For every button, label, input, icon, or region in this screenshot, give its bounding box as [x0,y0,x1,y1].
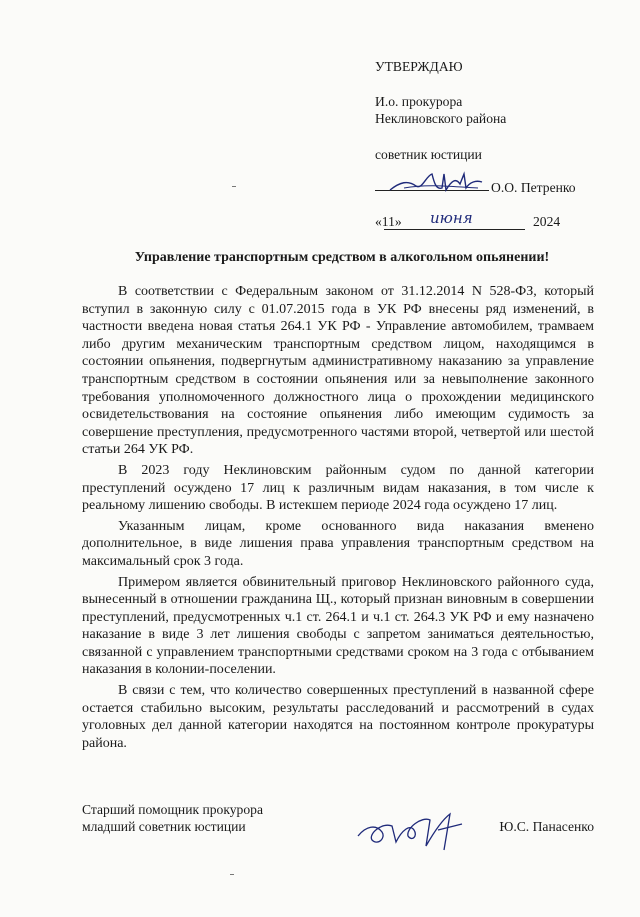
paragraph: В связи с тем, что количество совершенных преступлений в названной сфере остается стабильно высоким, результаты расследований и рассмотрений в судах уголовных дел данной категории находятся на постоянном контроле прокуратуры района. [82,683,594,751]
paragraph: Примером является обвинительный приговор Неклиновского районного суда, вынесенный в отношении гражданина Щ., который признан виновным в совершении преступлений, предусмотренных ч.1 ст. 264.1 и ч.1 ст. 264.3 УК РФ и ему назначено наказание в виде 3 лет лишения свободы с запретом заниматься деятельностью, связанной с управлением транспортными средствами сроком на 3 года с отбыванием наказания в колонии-поселении. [82,574,594,678]
approver-signature [386,168,486,198]
date-day: «11» [375,214,402,229]
document-body [82,283,594,755]
approval-signer-name: О.О. Петренко [491,180,576,195]
document-title: Управление транспортным средством в алкогольном опьянении! [134,250,550,265]
footer-position-line1: Старший помощник прокурора [82,802,263,817]
footer-signer-name: Ю.С. Панасенко [499,819,594,834]
date-year: 2024 [533,214,561,229]
footer-position-line2: младший советник юстиции [82,819,246,835]
footer-signature [352,806,472,856]
approval-date [375,214,402,230]
paragraph: Указанным лицам, кроме основанного вида наказания вменено дополнительное, в виде лишения права управления транспортным средством на максимальный срок 3 года. [82,518,594,569]
date-line [384,229,525,230]
approval-rank: советник юстиции [375,147,482,162]
date-month-handwritten: июня [430,209,473,227]
approval-position-line1: И.о. прокурора [375,94,463,109]
paragraph: В соответствии с Федеральным законом от 31.12.2014 N 528-ФЗ, который вступил в законную силу с 01.07.2015 года в УК РФ внесены ряд изменений, в частности введена новая статья 264.1 УК РФ - Управление автомобилем, трамваем либо другим механическим транспортным средством лицом, находящимся в состоянии опьянения, подвергнутым административному наказанию за управление транспортным средством в состоянии опьянения или за невыполнение законного требования уполномоченного должностного лица о прохождении медицинского освидетельствования на состояние опьянения либо имеющим судимость за совершение преступления, предусмотренного частями второй, четвертой или шестой статьи 264 УК РФ. [82,284,594,458]
approval-position-line2: Неклиновского района [375,111,507,126]
footer-signature-block [82,801,612,836]
scan-mark [230,874,234,875]
paragraph: В 2023 году Неклиновским районным судом по данной категории преступлений осуждено 17 лиц к различным видам наказания, в том числе к реальному лишению свободы. В истекшем периоде 2024 года осуждено 17 лиц. [82,462,594,514]
approval-heading: УТВЕРЖДАЮ [375,59,463,74]
scan-mark [232,186,236,187]
